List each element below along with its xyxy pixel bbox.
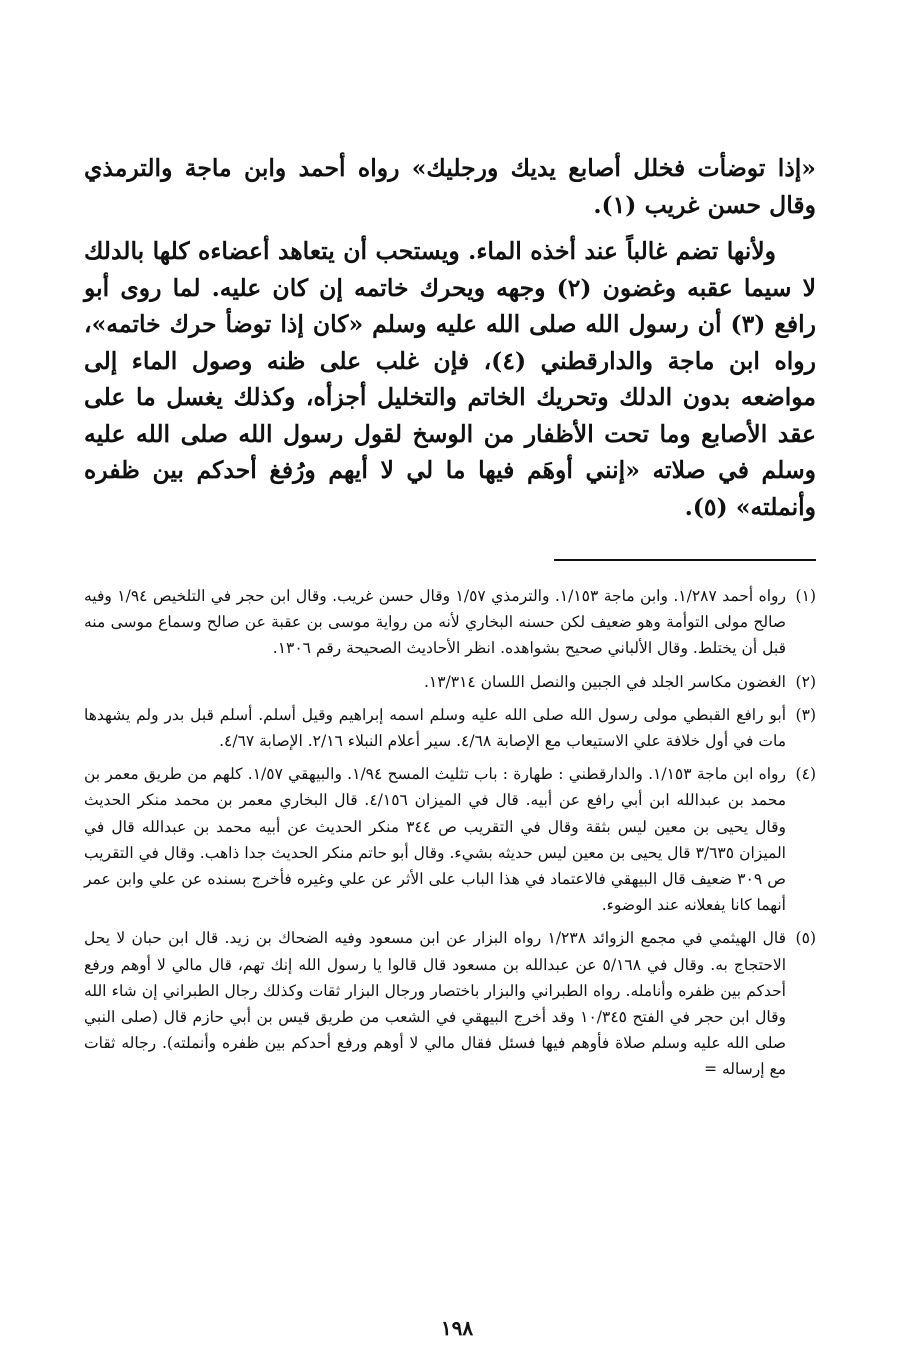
footnote-5: [84, 925, 816, 1082]
footnotes-list: [84, 583, 816, 1083]
main-paragraph-2: ولأنها تضم غالباً عند أخذه الماء. ويستحب أن يتعاهد أعضاءه كلها بالدلك لا سيما عقبه وغضون (٢) وجهه ويحرك خاتمه إن كان عليه. لما روى أبو رافع (٣) أن رسول الله صلى الله عليه وسلم «كان إذا توضأ حرك خاتمه»، رواه ابن ماجة والدارقطني (٤)، فإن غلب على ظنه وصول الماء إلى مواضعه بدون الدلك وتحريك الخاتم والتخليل أجزأه، وكذلك يغسل ما على عقد الأصابع وما تحت الأظفار من الوسخ لقول رسول الله صلى الله عليه وسلم في صلاته «إنني أوهَم فيها ما لي لا أيهم ورُفغ أحدكم بين ظفره وأنملته» (٥).: [84, 237, 817, 521]
main-paragraph-1: «إذا توضأت فخلل أصابع يديك ورجليك» رواه أحمد وابن ماجة والترمذي وقال حسن غريب (١).: [84, 154, 816, 219]
footnote-text: الغضون مكاسر الجلد في الجبين والنصل اللسان ١٣/٣١٤.: [423, 672, 786, 691]
footnote-separator: [554, 559, 816, 561]
footnote-text: رواه أحمد ١/٢٨٧. وابن ماجة ١/١٥٣. والترمذي ١/٥٧ وقال حسن غريب. وقال ابن حجر في التلخيص ١/٩٤ وفيه صالح مولى التوأمة وهو ضعيف لكن حسنه البخاري لأنه من رواية موسى بن عقبة عن صالح وسماع موسى منه قبل أن يختلط. وقال الألباني صحيح بشواهده. انظر الأحاديث الصحيحة رقم ١٣٠٦.: [84, 587, 786, 658]
footnote-number: (٤): [795, 765, 816, 784]
footnote-2: [84, 669, 816, 695]
footnote-number: (٥): [795, 929, 816, 948]
footnote-1: [84, 583, 816, 662]
footnote-3: [84, 702, 816, 754]
footnote-text: قال الهيثمي في مجمع الزوائد ١/٢٣٨ رواه البزار عن ابن مسعود وفيه الضحاك بن زيد. قال ابن حبان لا يحل الاحتجاج به. وقال في ٥/١٦٨ عن عبدالله بن مسعود قال قالوا يا رسول الله إنك تهم، قال مالي لا أوهم ورفع أحدكم بين ظفره وأنامله. رواه الطبراني والبزار باختصار ورجال البزار ثقات وكذلك رجال الطبراني إن شاء الله وقال ابن حجر في الفتح ١٠/٣٤٥ وقد أخرج البيهقي في الشعب من طريق قيس بن أبي حازم قال (صلى النبي صلى الله عليه وسلم صلاة فأوهم فيها فسئل فقال مالي لا أوهم ورفع أحدكم بين ظفره وأنملته). رجاله ثقات مع إرساله =: [84, 929, 786, 1079]
main-text: [84, 150, 816, 525]
footnote-4: [84, 761, 816, 918]
footnote-number: (٢): [795, 672, 816, 691]
page-content: [84, 150, 816, 1090]
footnote-text: أبو رافع القبطي مولى رسول الله صلى الله عليه وسلم اسمه إبراهيم وقيل أسلم. أسلم قبل بدر ولم يشهدها مات في أول خلافة علي الاستيعاب مع الإصابة ٤/٦٨. سير أعلام النبلاء ٢/١٦. الإصابة ٤/٦٧.: [84, 705, 786, 751]
page-number: ١٩٨: [440, 1316, 474, 1340]
footnote-number: (١): [795, 587, 816, 605]
footnote-number: (٣): [795, 705, 816, 724]
footnote-text: رواه ابن ماجة ١/١٥٣. والدارقطني : طهارة : باب تثليث المسح ١/٩٤. والبيهقي ١/٥٧. كلهم من طريق معمر بن محمد بن عبدالله ابن أبي رافع عن أبيه. قال في الميزان ٤/١٥٦. قال البخاري معمر بن محمد منكر الحديث وقال يحيى بن معين ليس بثقة وقال في التقريب ص ٣٤٤ منكر الحديث عن أبيه محمد بن عبدالله قال في الميزان ٣/٦٣٥ قال يحيى بن معين ليس حديثه بشيء. وقال أبو حاتم منكر الحديث جدا ذاهب. وقال في التقريب ص ٣٠٩ ضعيف قال البيهقي فالاعتماد في هذا الباب على الأثر عن علي وغيره فأخرج بسنده عن علي وابن عمر أنهما كانا يفعلانه عند الوضوء.: [84, 765, 787, 915]
